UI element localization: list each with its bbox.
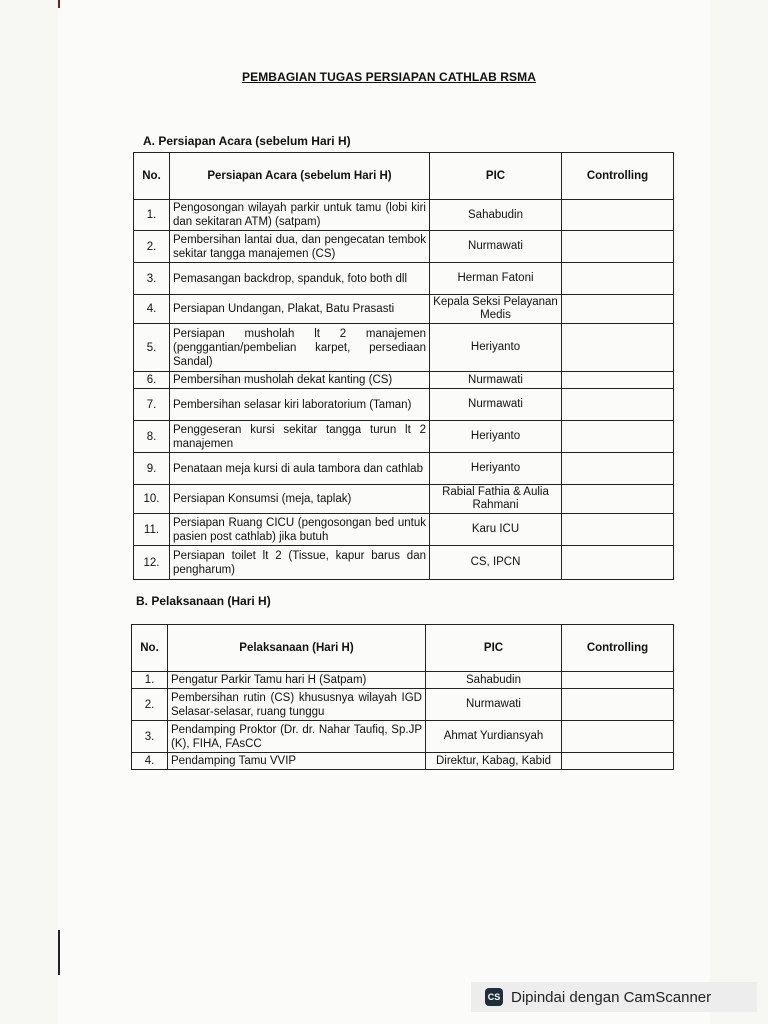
cell-no: 10. xyxy=(134,485,170,514)
col-header-no: No. xyxy=(132,625,168,672)
col-header-pic: PIC xyxy=(426,625,562,672)
table-row xyxy=(132,721,674,753)
cell-pic: Sahabudin xyxy=(430,200,562,231)
camscanner-watermark xyxy=(471,982,757,1012)
cell-task: Pembersihan lantai dua, dan pengecatan tembok sekitar tangga manajemen (CS) xyxy=(170,231,430,263)
cell-task: Pengosongan wilayah parkir untuk tamu (lobi kiri dan sekitaran ATM) (satpam) xyxy=(170,200,430,231)
cell-task: Pembersihan musholah dekat kanting (CS) xyxy=(170,372,430,389)
cell-no: 1. xyxy=(134,200,170,231)
cell-pic: Heriyanto xyxy=(430,421,562,453)
table-row xyxy=(134,546,674,580)
cell-no: 8. xyxy=(134,421,170,453)
page-edge-mark xyxy=(58,0,60,8)
cell-no: 2. xyxy=(132,689,168,721)
camscanner-icon: CS xyxy=(485,988,503,1006)
cell-controlling xyxy=(562,672,674,689)
cell-task: Persiapan Ruang CICU (pengosongan bed untuk pasien post cathlab) jika butuh xyxy=(170,514,430,546)
cell-controlling xyxy=(562,421,674,453)
page-edge-mark xyxy=(58,930,60,975)
cell-task: Persiapan musholah lt 2 manajemen (penggantian/pembelian karpet, persediaan Sandal) xyxy=(170,324,430,372)
cell-controlling xyxy=(562,231,674,263)
cell-task: Pendamping Proktor (Dr. dr. Nahar Taufiq, Sp.JP (K), FIHA, FAsCC xyxy=(168,721,426,753)
cell-no: 4. xyxy=(132,753,168,770)
cell-no: 2. xyxy=(134,231,170,263)
cell-no: 6. xyxy=(134,372,170,389)
cell-no: 9. xyxy=(134,453,170,485)
cell-controlling xyxy=(562,546,674,580)
table-row xyxy=(134,263,674,295)
cell-pic: Karu ICU xyxy=(430,514,562,546)
table-row xyxy=(134,389,674,421)
table-row xyxy=(134,231,674,263)
col-header-task: Persiapan Acara (sebelum Hari H) xyxy=(170,153,430,200)
cell-task: Pembersihan rutin (CS) khususnya wilayah IGD Selasar-selasar, ruang tunggu xyxy=(168,689,426,721)
col-header-controlling: Controlling xyxy=(562,153,674,200)
table-row xyxy=(134,421,674,453)
cell-controlling xyxy=(562,485,674,514)
cell-pic: Heriyanto xyxy=(430,453,562,485)
cell-no: 12. xyxy=(134,546,170,580)
cell-task: Pemasangan backdrop, spanduk, foto both dll xyxy=(170,263,430,295)
table-header-row xyxy=(132,625,674,672)
cell-task: Persiapan Undangan, Plakat, Batu Prasasti xyxy=(170,295,430,324)
cell-pic: Heriyanto xyxy=(430,324,562,372)
table-row xyxy=(134,372,674,389)
cell-task: Pendamping Tamu VVIP xyxy=(168,753,426,770)
table-header-row xyxy=(134,153,674,200)
watermark-label: Dipindai dengan CamScanner xyxy=(511,988,712,1006)
table-row xyxy=(134,324,674,372)
cell-task: Persiapan Konsumsi (meja, taplak) xyxy=(170,485,430,514)
table-row xyxy=(132,672,674,689)
cell-pic: Ahmat Yurdiansyah xyxy=(426,721,562,753)
cell-pic: Sahabudin xyxy=(426,672,562,689)
cell-no: 7. xyxy=(134,389,170,421)
document-title: PEMBAGIAN TUGAS PERSIAPAN CATHLAB RSMA xyxy=(242,70,537,84)
task-table-a xyxy=(133,152,674,580)
cell-task: Pembersihan selasar kiri laboratorium (Taman) xyxy=(170,389,430,421)
task-table-b xyxy=(131,624,674,770)
cell-pic: Direktur, Kabag, Kabid xyxy=(426,753,562,770)
cell-pic: CS, IPCN xyxy=(430,546,562,580)
cell-controlling xyxy=(562,295,674,324)
cell-no: 11. xyxy=(134,514,170,546)
cell-pic: Nurmawati xyxy=(430,389,562,421)
col-header-pic: PIC xyxy=(430,153,562,200)
cell-task: Pengatur Parkir Tamu hari H (Satpam) xyxy=(168,672,426,689)
table-row xyxy=(134,295,674,324)
cell-controlling xyxy=(562,263,674,295)
table-row xyxy=(134,200,674,231)
table-row xyxy=(134,485,674,514)
cell-no: 4. xyxy=(134,295,170,324)
table-row xyxy=(132,753,674,770)
cell-controlling xyxy=(562,200,674,231)
cell-controlling xyxy=(562,389,674,421)
cell-pic: Nurmawati xyxy=(426,689,562,721)
cell-no: 3. xyxy=(134,263,170,295)
cell-pic: Nurmawati xyxy=(430,231,562,263)
cell-controlling xyxy=(562,324,674,372)
cell-controlling xyxy=(562,514,674,546)
cell-task: Persiapan toilet lt 2 (Tissue, kapur barus dan pengharum) xyxy=(170,546,430,580)
col-header-controlling: Controlling xyxy=(562,625,674,672)
cell-controlling xyxy=(562,372,674,389)
cell-controlling xyxy=(562,753,674,770)
cell-task: Penggeseran kursi sekitar tangga turun lt 2 manajemen xyxy=(170,421,430,453)
cell-pic: Nurmawati xyxy=(430,372,562,389)
table-row xyxy=(132,689,674,721)
table-row xyxy=(134,514,674,546)
cell-no: 3. xyxy=(132,721,168,753)
cell-controlling xyxy=(562,453,674,485)
cell-pic: Rabial Fathia & Aulia Rahmani xyxy=(430,485,562,514)
cell-pic: Herman Fatoni xyxy=(430,263,562,295)
table-row xyxy=(134,453,674,485)
cell-no: 1. xyxy=(132,672,168,689)
cell-controlling xyxy=(562,721,674,753)
col-header-no: No. xyxy=(134,153,170,200)
section-a-heading: A. Persiapan Acara (sebelum Hari H) xyxy=(143,134,351,148)
cell-controlling xyxy=(562,689,674,721)
section-b-heading: B. Pelaksanaan (Hari H) xyxy=(136,594,271,608)
col-header-task: Pelaksanaan (Hari H) xyxy=(168,625,426,672)
cell-no: 5. xyxy=(134,324,170,372)
cell-pic: Kepala Seksi Pelayanan Medis xyxy=(430,295,562,324)
cell-task: Penataan meja kursi di aula tambora dan cathlab xyxy=(170,453,430,485)
